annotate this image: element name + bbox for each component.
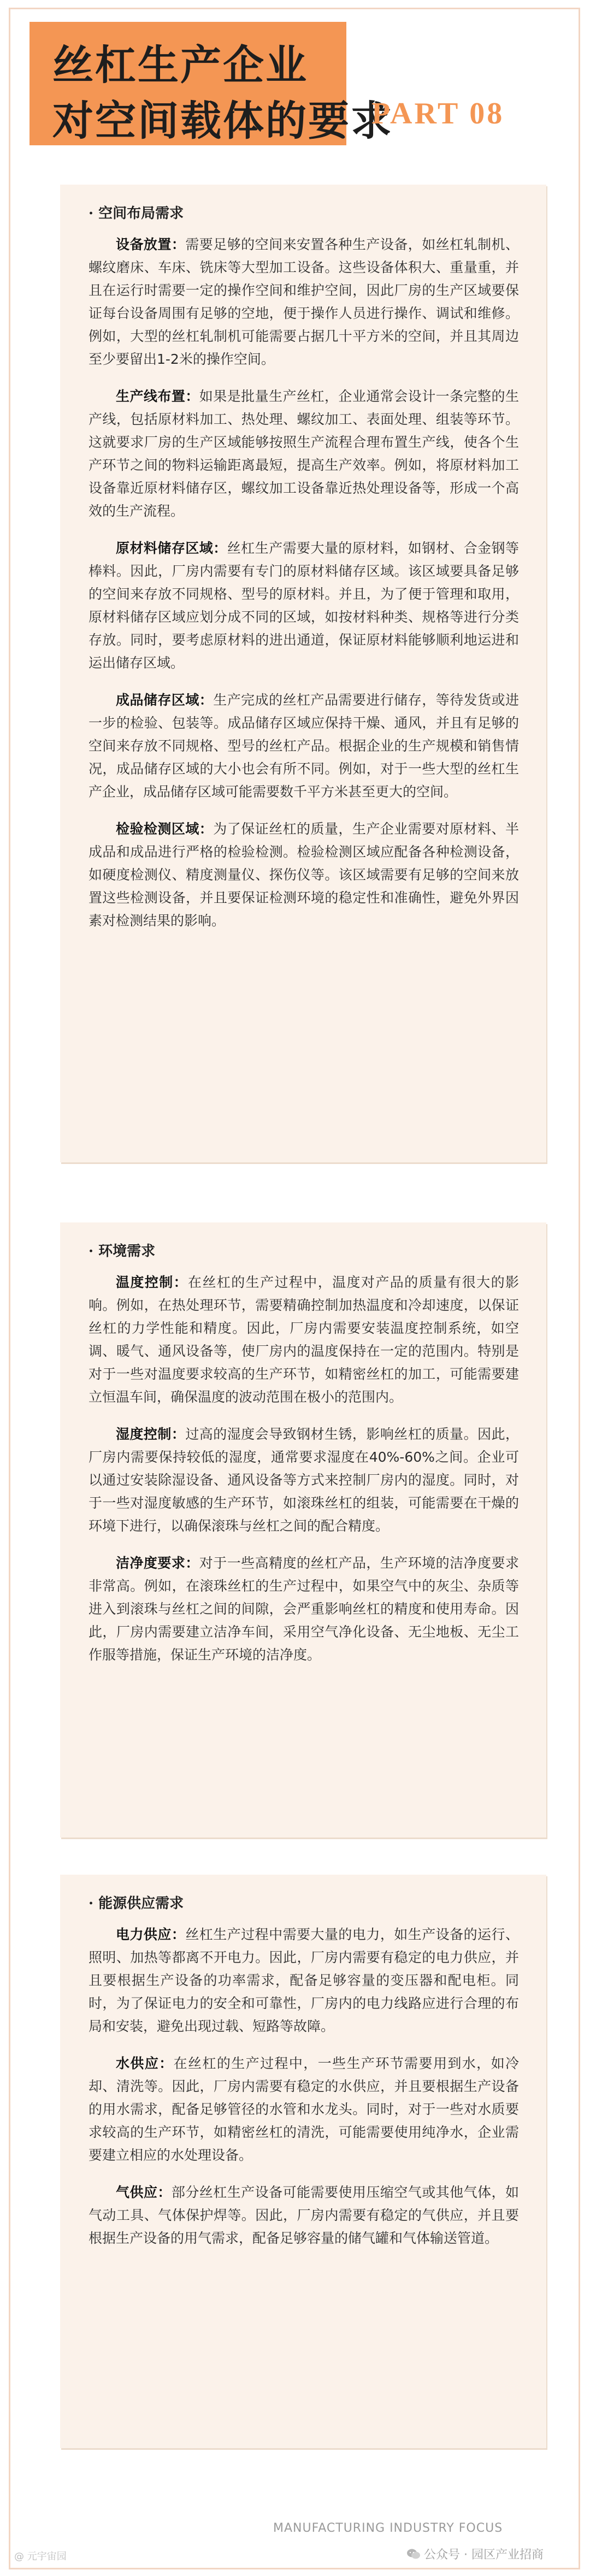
paragraph: [88, 537, 519, 675]
paragraph-text: 生产完成的丝杠产品需要进行储存，等待发货或进一步的检验、包装等。成品储存区域应保持干燥、通风，并且有足够的空间来存放不同规格、型号的丝杠产品。根据企业的生产规模和销售情况，成品储存区域的大小也会有所不同。例如，对于一些大型的丝杠生产企业，成品储存区域可能需要数千平方米甚至更大的空间。: [88, 692, 519, 800]
paragraph-lead: 成品储存区域：: [116, 692, 214, 708]
section-card-space-layout: [60, 185, 546, 1162]
section-heading: · 环境需求: [88, 1243, 156, 1260]
paragraph-text: 丝杠生产需要大量的原材料，如钢材、合金钢等棒料。因此，厂房内需要有专门的原材料储存区域。该区域要具备足够的空间来存放不同规格、型号的原材料。并且，为了便于管理和取用，原材料储存区域应划分成不同的区域，如按材料种类、规格等进行分类存放。同时，要考虑原材料的进出通道，保证原材料能够顺利地运进和运出储存区域。: [88, 540, 519, 671]
paragraph-text: 需要足够的空间来安置各种生产设备，如丝杠轧制机、螺纹磨床、车床、铣床等大型加工设备。这些设备体积大、重量重，并且在运行时需要一定的操作空间和维护空间，因此厂房的生产区域要保证每台设备周围有足够的空地，便于操作人员进行操作、调试和维修。例如，大型的丝杠轧制机可能需要占据几十平方米的空间，并且其周边至少要留出1-2米的操作空间。: [88, 237, 519, 367]
paragraph: [88, 1423, 519, 1538]
paragraph-lead: 气供应：: [116, 2184, 172, 2200]
paragraph: [88, 1552, 519, 1667]
paragraph-lead: 水供应：: [116, 2055, 174, 2071]
paragraph-text: 对于一些高精度的丝杠产品，生产环境的洁净度要求非常高。例如，在滚珠丝杠的生产过程中，如果空气中的灰尘、杂质等进入到滚珠与丝杠之间的间隙，会严重影响丝杠的精度和使用寿命。因此，厂房内需要建立洁净车间，采用空气净化设备、无尘地板、无尘工作服等措施，保证生产环境的洁净度。: [88, 1555, 519, 1663]
paragraph-lead: 温度控制：: [116, 1274, 188, 1290]
paragraph-lead: 洁净度要求：: [116, 1555, 199, 1571]
paragraph: [88, 385, 519, 523]
page-title-line-1: 丝杠生产企业: [52, 41, 309, 89]
wechat-icon: [406, 2548, 421, 2560]
paragraph: [88, 2052, 519, 2167]
paragraph-text: 过高的湿度会导致钢材生锈，影响丝杠的质量。因此，厂房内需要保持较低的湿度，通常要求湿度在40%-60%之间。企业可以通过安装除湿设备、通风设备等方式来控制厂房内的湿度。同时，对于一些对湿度敏感的生产环节，如滚珠丝杠的组装，可能需要在干燥的环境下进行，以确保滚珠与丝杠之间的配合精度。: [88, 1426, 519, 1534]
watermark-right: [406, 2545, 544, 2562]
paragraph-text: 如果是批量生产丝杠，企业通常会设计一条完整的生产线，包括原材料加工、热处理、螺纹加工、表面处理、组装等环节。这就要求厂房的生产区域能够按照生产流程合理布置生产线，使各个生产环节之间的物料运输距离最短，提高生产效率。例如，将原材料加工设备靠近原材料储存区，螺纹加工设备靠近热处理设备等，形成一个高效的生产流程。: [88, 388, 519, 519]
paragraph-text: 部分丝杠生产设备可能需要使用压缩空气或其他气体，如气动工具、气体保护焊等。因此，厂房内需要有稳定的气供应，并且要根据生产设备的用气需求，配备足够容量的储气罐和气体输送管道。: [88, 2184, 519, 2246]
paragraph: [88, 689, 519, 803]
paragraph-lead: 检验检测区域：: [116, 821, 214, 837]
paragraph-text: 丝杠生产过程中需要大量的电力，如生产设备的运行、照明、加热等都离不开电力。因此，厂房内需要有稳定的电力供应，并且要根据生产设备的功率需求，配备足够容量的变压器和配电柜。同时，为了保证电力的安全和可靠性，厂房内的电力线路应进行合理的布局和安装，避免出现过载、短路等故障。: [88, 1927, 519, 2034]
part-number-tag: PART 08: [371, 97, 505, 131]
watermark-left: @ 元宇宙园: [14, 2551, 67, 2562]
paragraph-lead: 电力供应：: [116, 1927, 186, 1942]
section-card-energy-supply: [60, 1875, 546, 2448]
paragraph: [88, 1923, 519, 2038]
paragraph: [88, 233, 519, 371]
footer-tagline: MANUFACTURING INDUSTRY FOCUS: [273, 2521, 503, 2535]
paragraph: [88, 2181, 519, 2250]
paragraph-text: 在丝杠的生产过程中，一些生产环节需要用到水，如冷却、清洗等。因此，厂房内需要有稳定的水供应，并且要根据生产设备的用水需求，配备足够管径的水管和水龙头。同时，对于一些对水质要求较高的生产环节，如精密丝杠的清洗，可能需要使用纯净水，企业需要建立相应的水处理设备。: [88, 2055, 519, 2163]
page-title-line-2: 对空间载体的要求: [52, 97, 394, 145]
paragraph-text: 为了保证丝杠的质量，生产企业需要对原材料、半成品和成品进行严格的检验检测。检验检测区域应配备各种检测设备，如硬度检测仪、精度测量仪、探伤仪等。该区域需要有足够的空间来放置这些检测设备，并且要保证检测环境的稳定性和准确性，避免外界因素对检测结果的影响。: [88, 821, 519, 929]
section-card-environment: [60, 1222, 546, 1838]
section-heading: · 能源供应需求: [88, 1895, 184, 1912]
paragraph-lead: 设备放置：: [116, 237, 186, 252]
paragraph-lead: 原材料储存区域：: [116, 540, 227, 556]
paragraph-lead: 湿度控制：: [116, 1426, 186, 1442]
paragraph: [88, 1271, 519, 1409]
paragraph: [88, 818, 519, 932]
paragraph-lead: 生产线布置：: [116, 388, 199, 404]
watermark-right-text: 公众号 · 园区产业招商: [424, 2548, 544, 2562]
section-heading: · 空间布局需求: [88, 205, 184, 222]
paragraph-text: 在丝杠的生产过程中，温度对产品的质量有很大的影响。例如，在热处理环节，需要精确控制加热温度和冷却速度，以保证丝杠的力学性能和精度。因此，厂房内需要安装温度控制系统，如空调、暖气、通风设备等，使厂房内的温度保持在一定的范围内。特别是对于一些对温度要求较高的生产环节，如精密丝杠的加工，可能需要建立恒温车间，确保温度的波动范围在极小的范围内。: [88, 1274, 519, 1405]
